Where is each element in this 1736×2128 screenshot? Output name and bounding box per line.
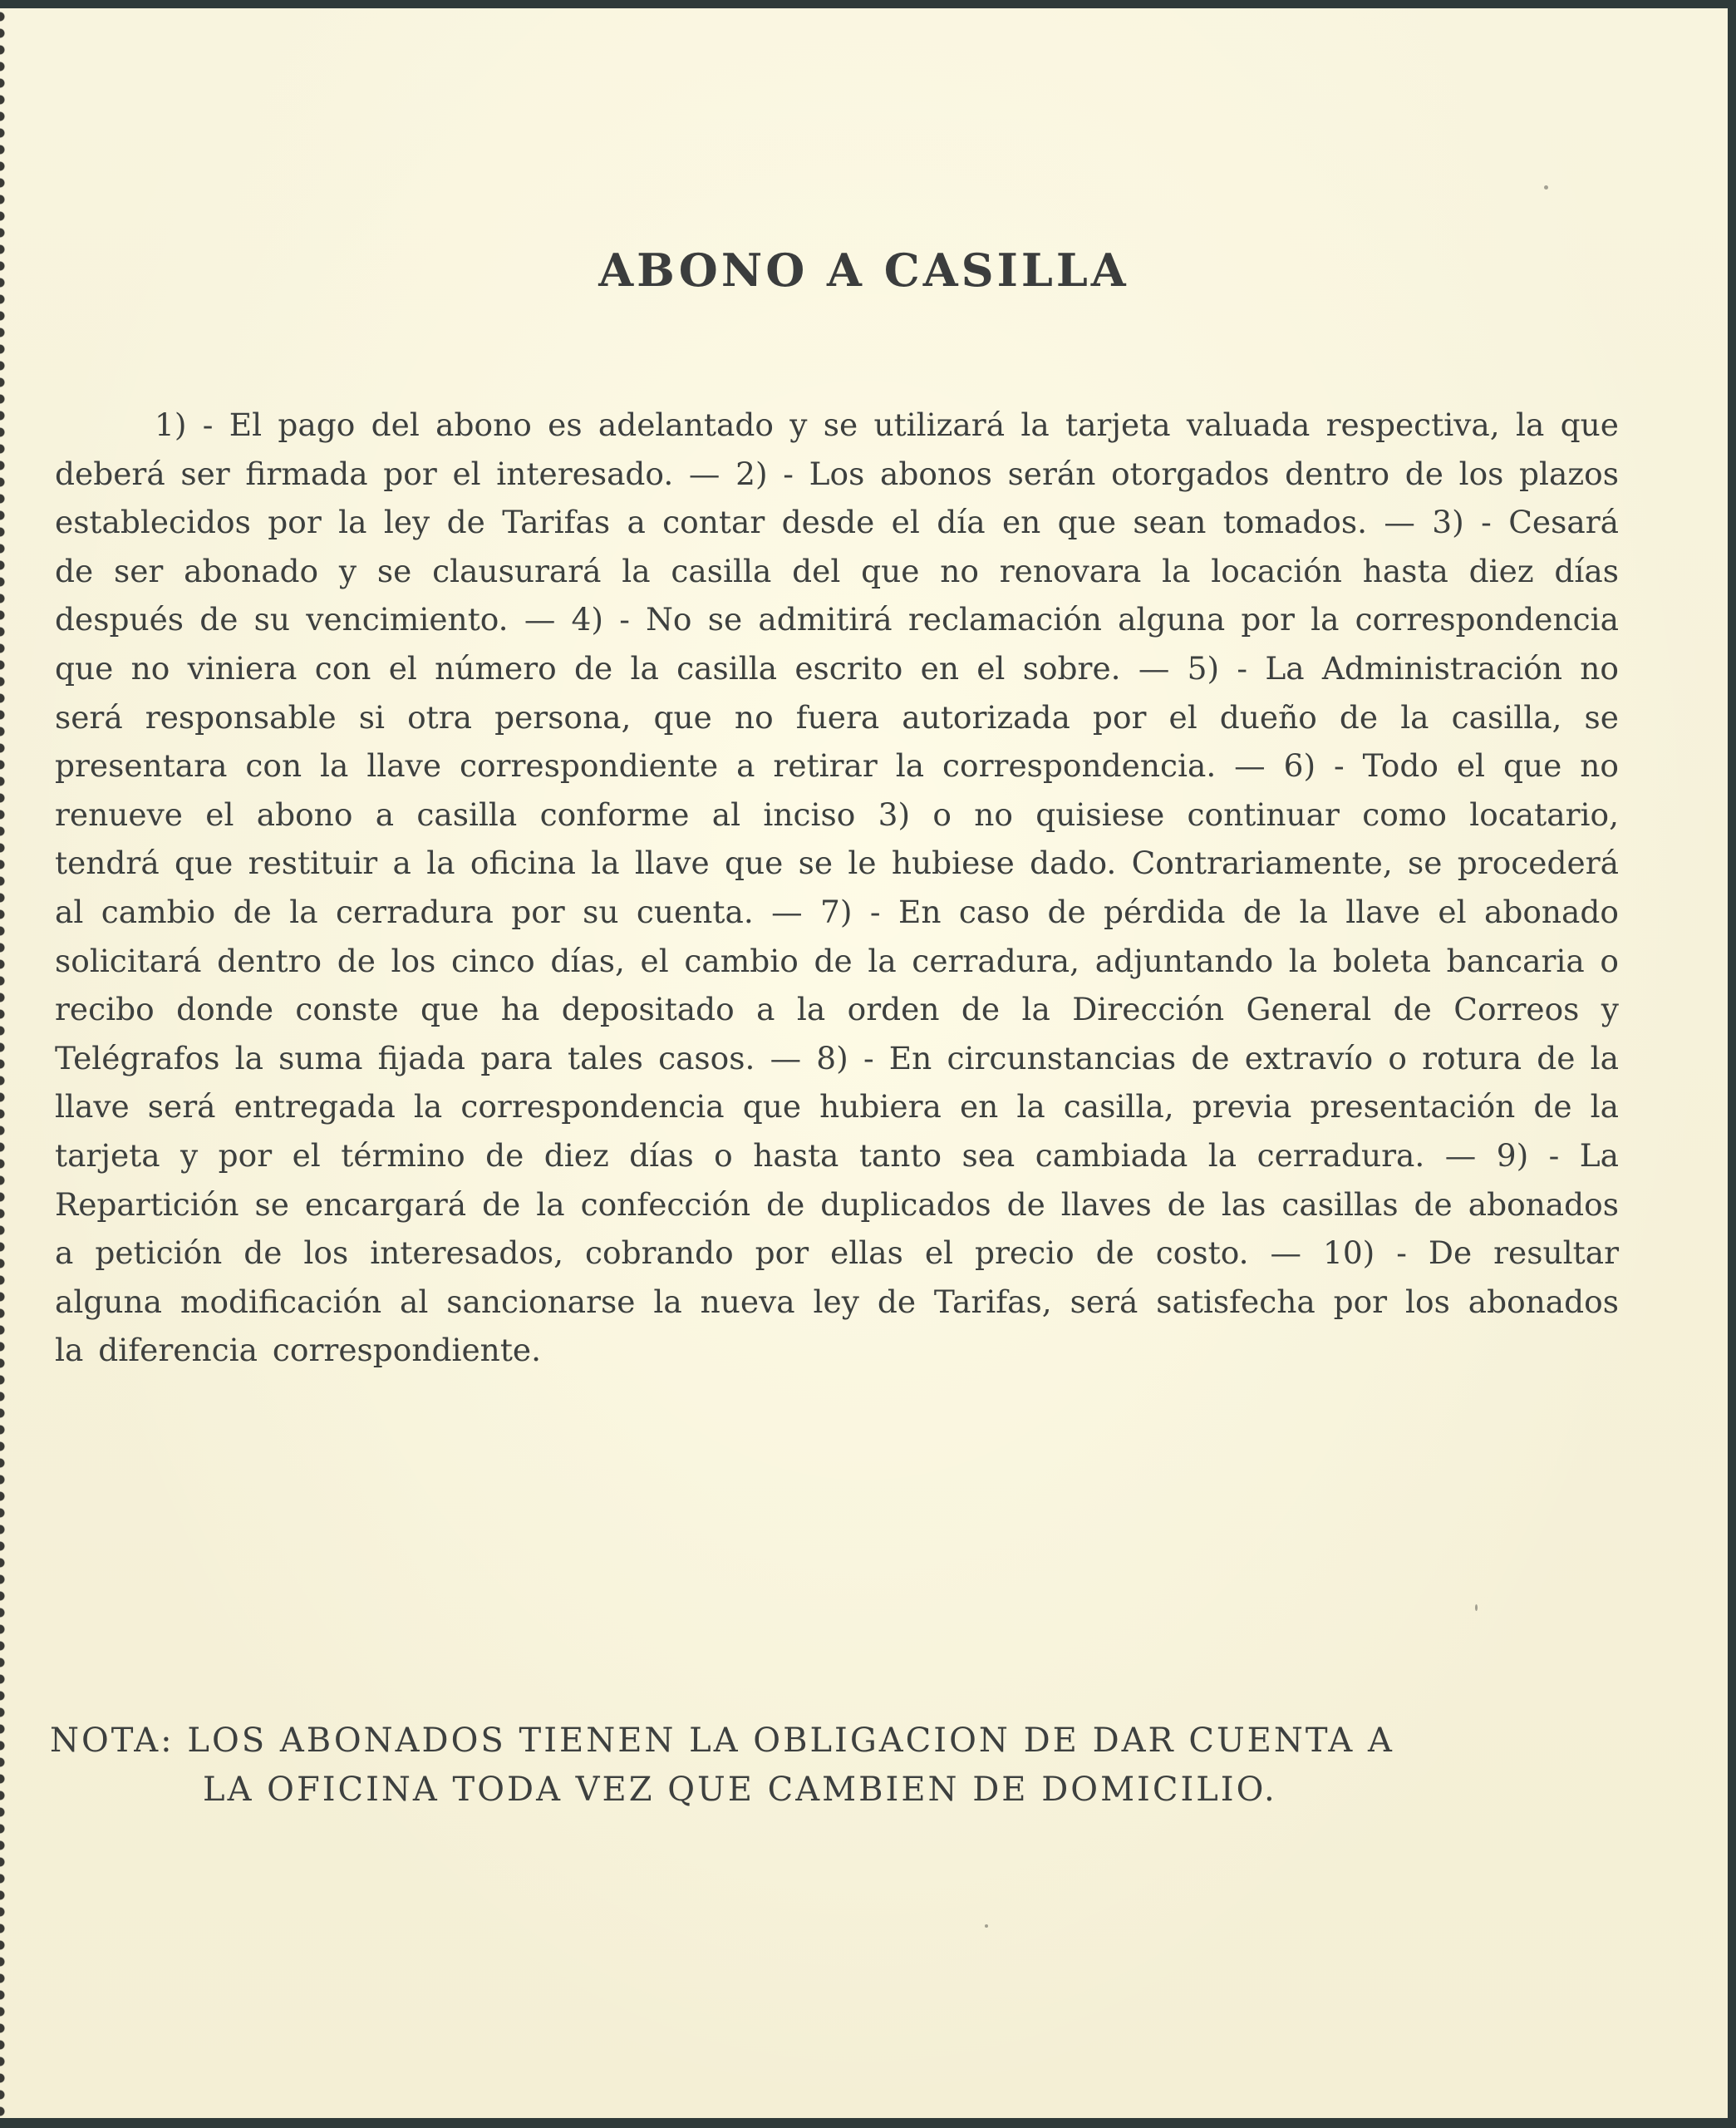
nota-block	[50, 1717, 1629, 1815]
paper-speck	[1475, 1604, 1478, 1611]
paper-speck	[1544, 185, 1548, 190]
paper-speck	[985, 1924, 988, 1928]
document-title: ABONO A CASILLA	[598, 244, 1129, 297]
nota-line-1	[50, 1717, 1629, 1766]
nota-text-1: LOS ABONADOS TIENEN LA OBLIGACION DE DAR CUENTA A	[187, 1722, 1394, 1760]
perforated-edge	[0, 8, 12, 2118]
nota-text-2: LA OFICINA TODA VEZ QUE CAMBIEN DE DOMICILIO.	[203, 1771, 1277, 1809]
body-paragraph: 1) - El pago del abono es adelantado y se utilizará la tarjeta valuada respectiva, la que deberá ser firmada por el interesado. — 2) - Los abonos serán otorgados dentro de los plazos establecidos por la ley de Tarifas a contar desde el día en que sean tomados. — 3) - Cesará de ser abonado y se clausurará la casilla del que no renovara la locación hasta diez días después de su vencimiento. — 4) - No se admitirá reclamación alguna por la correspondencia que no viniera con el número de la casilla escrito en el sobre. — 5) - La Administración no será responsable si otra persona, que no fuera autorizada por el dueño de la casilla, se presentara con la llave correspondiente a retirar la correspondencia. — 6) - Todo el que no renueve el abono a casilla conforme al inciso 3) o no quisiese continuar como locatario, tendrá que restituir a la oficina la llave que se le hubiese dado. Contrariamente, se procederá al cambio de la cerradura por su cuenta. — 7) - En caso de pérdida de la llave el abonado solicitará dentro de los cinco días, el cambio de la cerradura, adjuntando la boleta bancaria o recibo donde conste que ha depositado a la orden de la Dirección General de Correos y Telégrafos la suma fijada para tales casos. — 8) - En circunstancias de extravío o rotura de la llave será entregada la correspondencia que hubiera en la casilla, previa presentación de la tarjeta y por el término de diez días o hasta tanto sea cambiada la cerradura. — 9) - La Repartición se encargará de la confección de duplicados de llaves de las casillas de abonados a petición de los interesados, cobrando por ellas el precio de costo. — 10) - De resultar alguna modificación al sancionarse la nueva ley de Tarifas, será satisfecha por los abonados la diferencia correspondiente.	[55, 406, 1619, 1369]
nota-label: NOTA:	[50, 1722, 175, 1760]
